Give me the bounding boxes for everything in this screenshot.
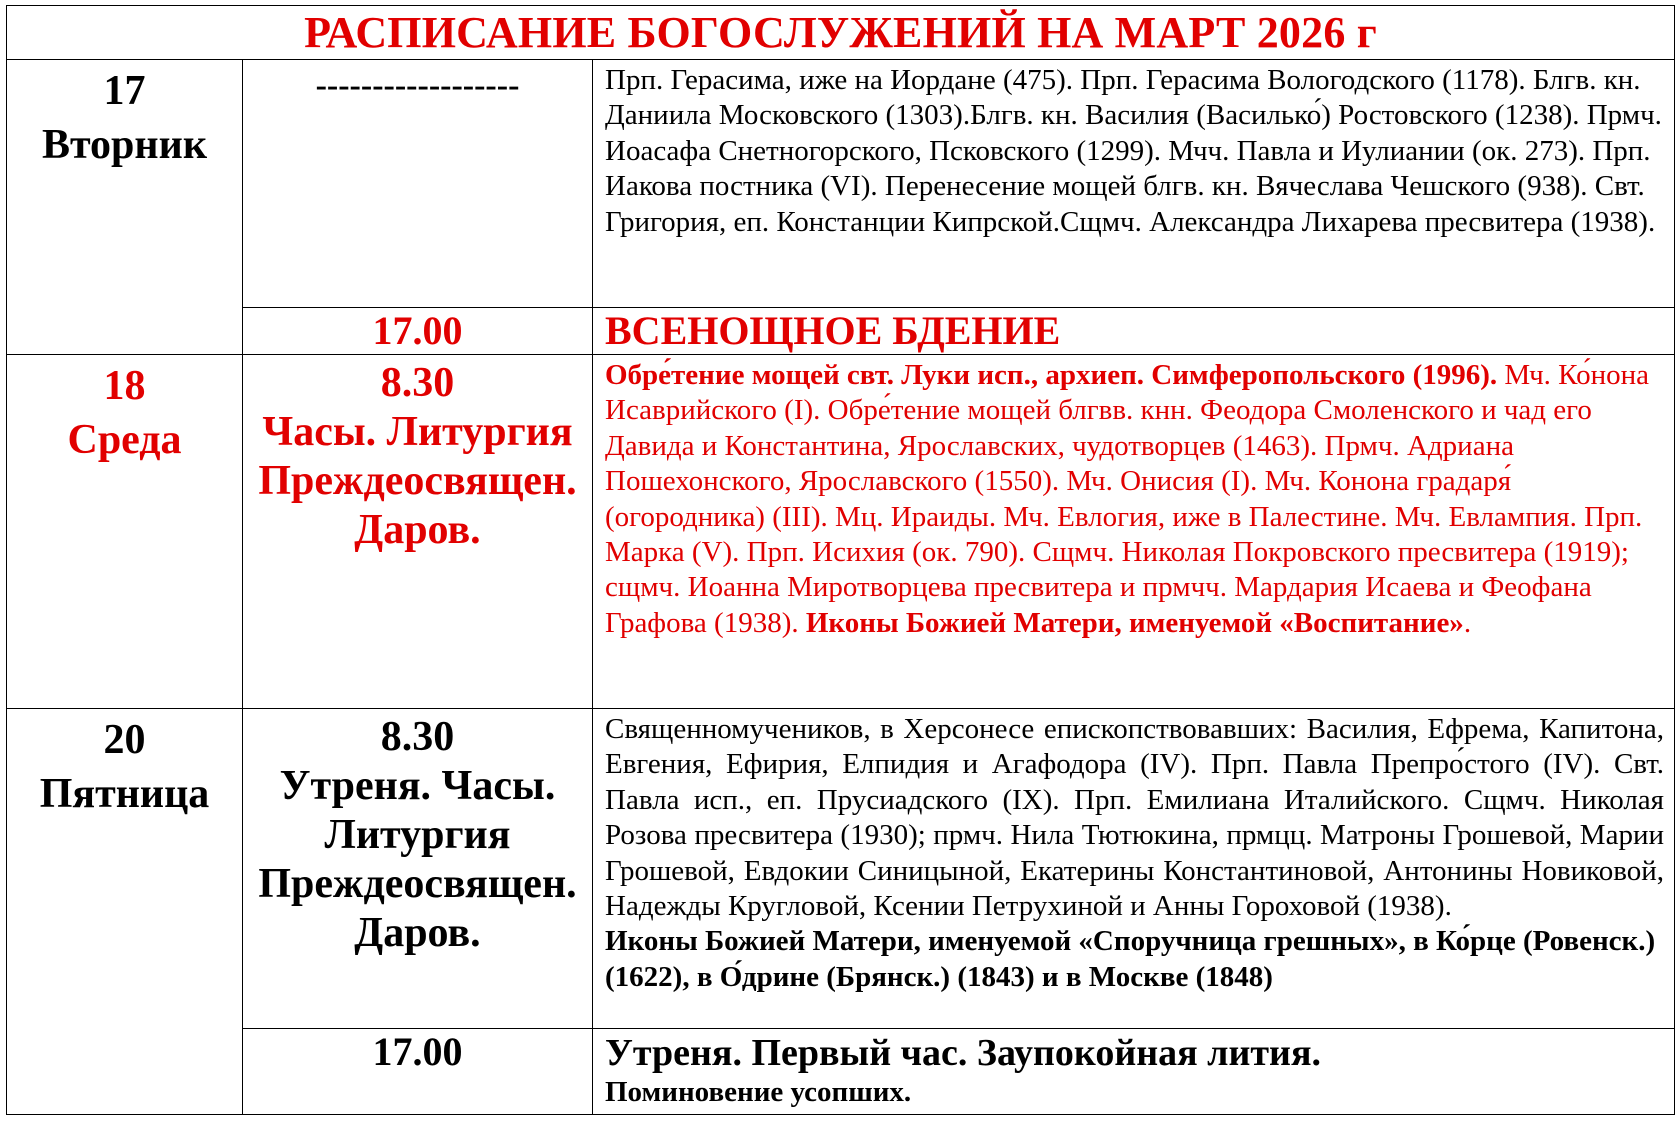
evening-time: 17.00 <box>243 308 593 355</box>
evening-service: Утреня. Первый час. Заупокойная лития. <box>605 1032 1322 1074</box>
day-weekday: Среда <box>67 417 182 463</box>
time-placeholder: ------------------ <box>243 60 593 308</box>
evening-time: 17.00 <box>243 1029 593 1115</box>
saints-description <box>593 709 1675 1029</box>
day-date: 17 <box>103 68 146 114</box>
saints-bold-lead: Обре́тение мощей свт. Луки исп., архиеп. Симферопольского (1996). <box>605 359 1498 391</box>
service-line: Даров. <box>354 507 481 553</box>
title-row <box>7 6 1675 60</box>
service-line: Часы. Литургия <box>262 409 573 455</box>
service-time: 8.30 <box>380 714 455 760</box>
service-line: Преждеосвящен. <box>258 861 577 907</box>
icon-feast: Иконы Божией Матери, именуемой «Споручница грешных», в Ко́рце (Ровенск.) (1622), в О́дрине (Брянск.) (1843) и в Москве (1848) <box>605 925 1656 993</box>
schedule-title: РАСПИСАНИЕ БОГОСЛУЖЕНИЙ НА МАРТ 2026 г <box>7 6 1675 60</box>
evening-service-cell <box>593 1029 1675 1115</box>
day-weekday: Пятница <box>39 771 210 817</box>
saints-text: Мч. Ко́нона Исаврийского (I). Обре́тение мощей блгвв. кнн. Феодора Смоленского и чад его Давида и Константина, Ярославских, чудотворцев (1463). Прмч. Адриана Пошехонского, Ярославского (1550). Мч. Онисия (I). Мч. Конона градаря́ (огородника) (III). Мц. Ираиды. Мч. Евлогия, иже в Палестине. Мч. Евлампия. Прп. Марка (V). Прп. Исихия (ок. 790). Сщмч. Николая Покровского пресвитера (1919); сщмч. Иоанна Миротворцева пресвитера и прмчч. Мардария Исаева и Феофана Графова (1938). <box>605 359 1649 639</box>
service-time: 8.30 <box>380 360 455 406</box>
saints-text: Прп. Герасима, иже на Иордане (475). Прп. Герасима Вологодского (1178). Блгв. кн. Даниила Московского (1303).Блгв. кн. Василия (Василько́) Ростовского (1238). Прмч. Иоасафа Снетногорского, Псковского (1299). Мчч. Павла и Иулиании (ок. 273). Прп. Иакова постника (VI). Перенесение мощей блгв. кн. Вячеслава Чешского (938). Свт. Григория, еп. Констанции Кипрской.Сщмч. Александра Лихарева пресвитера (1938). <box>605 64 1662 238</box>
day-date: 20 <box>103 717 146 763</box>
saints-description <box>593 355 1675 709</box>
service-cell-18 <box>243 355 593 709</box>
schedule-table <box>6 5 1675 1115</box>
schedule-sheet <box>6 5 1674 1115</box>
service-line: Даров. <box>354 910 481 956</box>
day-cell-20 <box>7 709 243 1115</box>
icon-feast: Иконы Божией Матери, именуемой «Воспитание» <box>805 606 1464 639</box>
day-cell-18 <box>7 355 243 709</box>
service-line: Преждеосвящен. <box>258 458 577 504</box>
day-weekday: Вторник <box>41 122 208 168</box>
saints-text: Священномучеников, в Херсонесе епископствовавших: Василия, Ефрема, Капитона, Евгения, Ефирия, Елпидия и Агафодора (IV). Прп. Павла Препро́стого (IV). Свт. Павла исп., еп. Прусиадского (IX). Прп. Емилиана Италийского. Сщмч. Николая Розова пресвитера (1930); прмч. Нила Тютюкина, прмцц. Матроны Грошевой, Марии Грошевой, Евдокии Синицыной, Екатерины Константиновой, Антонины Новиковой, Надежды Кругловой, Ксении Петрухиной и Анны Гороховой (1938). <box>605 713 1665 923</box>
day-row-18 <box>7 355 1675 709</box>
day-row-17 <box>7 60 1675 308</box>
saints-description <box>593 60 1675 308</box>
day-date: 18 <box>103 363 146 409</box>
day-cell-17 <box>7 60 243 355</box>
saints-tail-end: . <box>1463 606 1472 639</box>
service-cell-20 <box>243 709 593 1029</box>
evening-note: Поминовение усопших. <box>605 1076 912 1108</box>
evening-row-17 <box>7 308 1675 355</box>
day-row-20 <box>7 709 1675 1029</box>
evening-service: ВСЕНОЩНОЕ БДЕНИЕ <box>593 308 1675 355</box>
service-line: Утреня. Часы. <box>279 763 556 809</box>
service-line: Литургия <box>324 812 511 858</box>
evening-row-20 <box>7 1029 1675 1115</box>
